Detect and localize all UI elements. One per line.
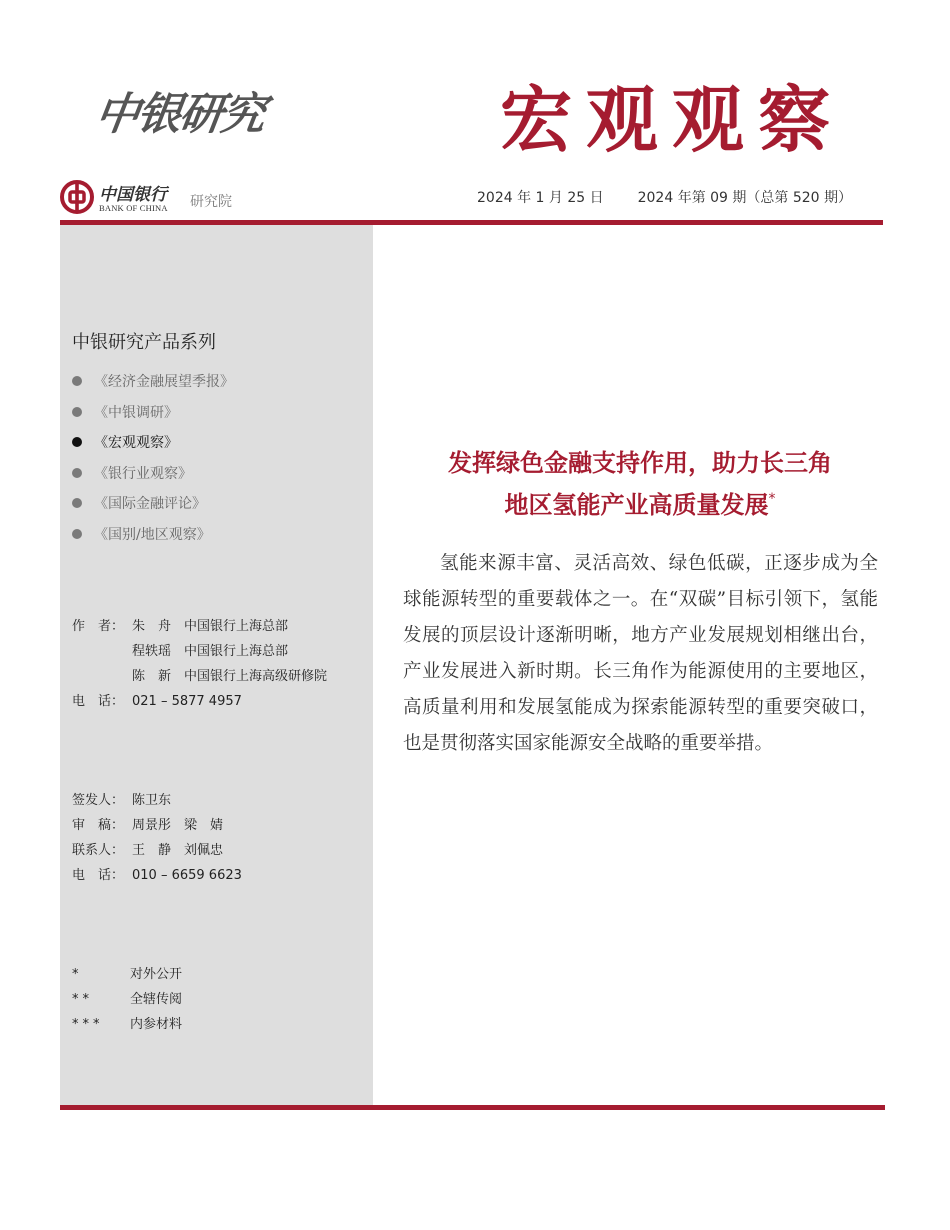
- institute-label: 研究院: [190, 194, 232, 210]
- signers-block: [72, 788, 242, 888]
- publication-title: 宏观观察: [500, 78, 845, 162]
- article-headline: [390, 442, 890, 526]
- level-stars: *: [72, 967, 83, 982]
- series-item: [72, 458, 234, 489]
- calligraphy-logo: 中银研究: [91, 89, 267, 140]
- bullet-icon: [72, 437, 82, 447]
- level-text: 内参材料: [130, 1017, 183, 1032]
- author-org: 中国银行上海总部: [184, 619, 289, 634]
- bullet-icon: [72, 407, 82, 417]
- author-org: 中国银行上海高级研修院: [184, 669, 328, 684]
- authors-phone: 021 – 5877 4957: [132, 694, 242, 709]
- bank-name-en: BANK OF CHINA: [99, 203, 168, 213]
- series-item: [72, 366, 234, 397]
- reviewer-names: 周景彤 梁 婧: [132, 818, 224, 833]
- headline-line-2-text: 地区氢能产业高质量发展: [504, 491, 769, 519]
- author-name: 陈 新: [132, 669, 172, 684]
- author-org: 中国银行上海总部: [184, 644, 289, 659]
- level-stars: **: [72, 992, 93, 1007]
- series-item-active: [72, 427, 234, 458]
- bank-name-cn: 中国银行: [99, 185, 167, 205]
- contact-phone-label: 电 话：: [72, 868, 125, 883]
- series-item-label: 《国别/地区观察》: [94, 526, 211, 543]
- series-item: [72, 397, 234, 428]
- headline-line-1: 发挥绿色金融支持作用，助力长三角: [448, 449, 832, 477]
- issuer-label: 签发人：: [72, 793, 125, 808]
- issue-number: 2024 年第 09 期（总第 520 期）: [637, 190, 853, 206]
- bank-of-china-logo-icon: [60, 180, 94, 214]
- series-item-label: 《宏观观察》: [94, 435, 178, 452]
- series-item: [72, 488, 234, 519]
- publish-date: 2024 年 1 月 25 日: [477, 190, 604, 206]
- date-issue-line: [477, 187, 852, 207]
- series-list: [72, 366, 234, 549]
- bullet-icon: [72, 376, 82, 386]
- contact-label: 联系人：: [72, 843, 125, 858]
- bottom-divider: [60, 1105, 885, 1110]
- issuer-name: 陈卫东: [132, 793, 172, 808]
- author-name: 朱 舟: [132, 619, 172, 634]
- article-abstract: 氢能来源丰富、灵活高效、绿色低碳，正逐步成为全球能源转型的重要载体之一。在“双碳”目标引领下，氢能发展的顶层设计逐渐明晰，地方产业发展规划相继出台，产业发展进入新时期。长三角作为能源使用的主要地区，高质量利用和发展氢能成为探索能源转型的重要突破口，也是贯彻落实国家能源安全战略的重要举措。: [403, 553, 878, 754]
- level-text: 全辖传阅: [130, 992, 183, 1007]
- headline-line-2: [390, 484, 890, 526]
- bullet-icon: [72, 529, 82, 539]
- level-text: 对外公开: [130, 967, 183, 982]
- series-item: [72, 519, 234, 550]
- distribution-levels: [72, 962, 182, 1037]
- footnote-mark: *: [768, 491, 776, 507]
- series-item-label: 《经济金融展望季报》: [94, 374, 234, 391]
- bullet-icon: [72, 468, 82, 478]
- contact-names: 王 静 刘佩忠: [132, 843, 224, 858]
- bullet-icon: [72, 498, 82, 508]
- series-item-label: 《中银调研》: [94, 404, 178, 421]
- series-item-label: 《银行业观察》: [94, 465, 192, 482]
- authors-phone-label: 电 话：: [72, 694, 125, 709]
- level-stars: ***: [72, 1017, 104, 1032]
- author-name: 程轶瑶: [132, 644, 172, 659]
- series-title: 中银研究产品系列: [72, 332, 216, 353]
- authors-block: [72, 614, 327, 714]
- series-item-label: 《国际金融评论》: [94, 496, 206, 513]
- reviewer-label: 审 稿：: [72, 818, 125, 833]
- contact-phone: 010 – 6659 6623: [132, 868, 242, 883]
- authors-label: 作 者：: [72, 619, 125, 634]
